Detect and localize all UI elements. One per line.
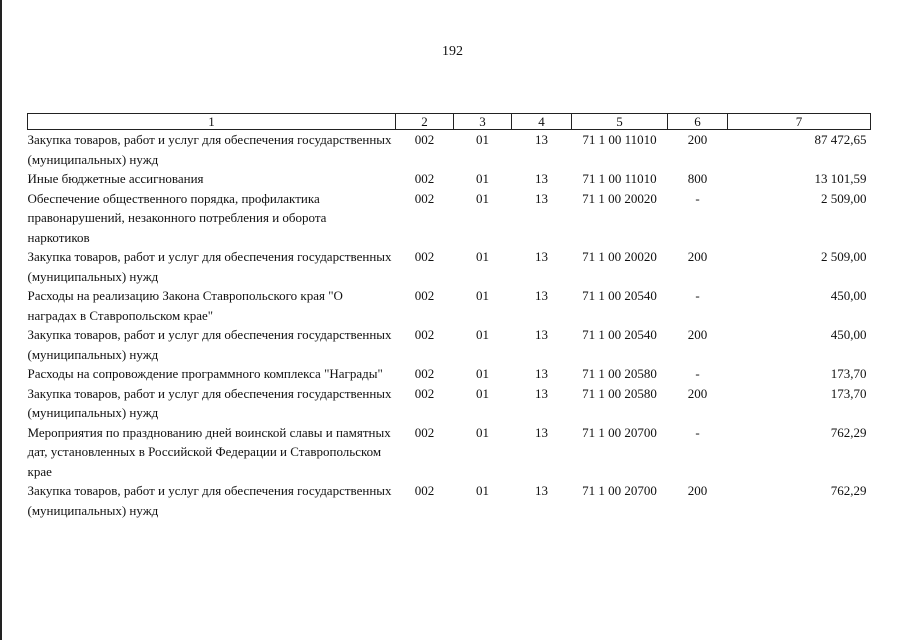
table-row — [28, 169, 871, 189]
table-row — [28, 247, 871, 286]
row-section-code: 01 — [476, 483, 489, 498]
row-target-code: 71 1 00 20020 — [582, 190, 657, 206]
row-subsection-code: 13 — [535, 132, 548, 147]
row-name: Закупка товаров, работ и услуг для обеспечения государственных (муниципальных) нужд — [27, 327, 392, 362]
row-section-code: 01 — [476, 424, 489, 440]
table-header-row — [28, 114, 871, 130]
row-subsection-code: 13 — [535, 366, 548, 381]
row-target-code: 71 1 00 20580 — [582, 366, 657, 381]
row-target-code: 71 1 00 11010 — [582, 171, 657, 186]
row-target-code: 71 1 00 20700 — [582, 424, 657, 440]
header-col-2: 2 — [396, 114, 454, 130]
row-name: Закупка товаров, работ и услуг для обеспечения государственных (муниципальных) нужд — [27, 132, 392, 167]
row-amount: 13 101,59 — [814, 171, 867, 186]
row-subsection-code: 13 — [535, 288, 548, 303]
row-expense-type: - — [695, 190, 700, 206]
table-row — [28, 364, 871, 384]
row-section-code: 01 — [476, 249, 489, 264]
row-section-code: 01 — [476, 190, 489, 206]
row-ministry-code: 002 — [414, 424, 435, 440]
header-col-6: 6 — [668, 114, 728, 130]
row-amount: 762,29 — [830, 424, 867, 440]
row-amount: 2 509,00 — [821, 190, 867, 206]
row-section-code: 01 — [476, 366, 489, 381]
row-amount: 173,70 — [830, 366, 867, 381]
row-ministry-code: 002 — [414, 385, 435, 401]
row-expense-type: 200 — [687, 249, 708, 264]
table-row — [28, 481, 871, 520]
header-col-3: 3 — [454, 114, 512, 130]
row-amount: 762,29 — [830, 483, 867, 498]
row-name: Мероприятия по празднованию дней воинской славы и памятных дат, установленных в Российской Федерации и Ставропольском крае — [27, 424, 391, 479]
table-row — [28, 384, 871, 423]
page-number: 192 — [442, 44, 463, 59]
row-ministry-code: 002 — [414, 249, 435, 264]
row-subsection-code: 13 — [535, 327, 548, 342]
row-expense-type: 200 — [687, 385, 708, 401]
budget-table — [27, 113, 871, 520]
header-col-1: 1 — [28, 114, 396, 130]
row-subsection-code: 13 — [535, 483, 548, 498]
row-ministry-code: 002 — [414, 171, 435, 186]
table-row — [28, 130, 871, 170]
row-section-code: 01 — [476, 171, 489, 186]
row-amount: 450,00 — [830, 288, 867, 303]
row-target-code: 71 1 00 20700 — [582, 483, 657, 498]
row-subsection-code: 13 — [535, 190, 548, 206]
row-target-code: 71 1 00 20540 — [582, 327, 657, 342]
row-ministry-code: 002 — [414, 132, 435, 147]
row-name: Закупка товаров, работ и услуг для обеспечения государственных (муниципальных) нужд — [27, 483, 392, 518]
row-target-code: 71 1 00 20580 — [582, 385, 657, 401]
row-name: Закупка товаров, работ и услуг для обеспечения государственных (муниципальных) нужд — [27, 385, 392, 420]
row-target-code: 71 1 00 11010 — [582, 132, 657, 147]
row-subsection-code: 13 — [535, 424, 548, 440]
row-amount: 87 472,65 — [814, 132, 867, 147]
row-ministry-code: 002 — [414, 190, 435, 206]
row-amount: 173,70 — [830, 385, 867, 401]
row-expense-type: 200 — [687, 483, 708, 498]
row-name: Иные бюджетные ассигнования — [27, 171, 204, 186]
header-col-5: 5 — [572, 114, 668, 130]
row-expense-type: 200 — [687, 132, 708, 147]
page-left-border — [0, 0, 2, 640]
row-ministry-code: 002 — [414, 327, 435, 342]
row-name: Обеспечение общественного порядка, профилактика правонарушений, незаконного потребления и оборота наркотиков — [27, 190, 327, 245]
row-section-code: 01 — [476, 327, 489, 342]
row-target-code: 71 1 00 20540 — [582, 288, 657, 303]
row-expense-type: - — [695, 288, 700, 303]
row-expense-type: 800 — [687, 171, 708, 186]
table-row — [28, 423, 871, 482]
row-subsection-code: 13 — [535, 249, 548, 264]
row-subsection-code: 13 — [535, 171, 548, 186]
row-section-code: 01 — [476, 132, 489, 147]
row-name: Закупка товаров, работ и услуг для обеспечения государственных (муниципальных) нужд — [27, 249, 392, 284]
row-section-code: 01 — [476, 288, 489, 303]
row-ministry-code: 002 — [414, 483, 435, 498]
row-ministry-code: 002 — [414, 366, 435, 381]
row-ministry-code: 002 — [414, 288, 435, 303]
row-amount: 450,00 — [830, 327, 867, 342]
header-col-7: 7 — [728, 114, 871, 130]
row-expense-type: - — [695, 424, 700, 440]
row-name: Расходы на сопровождение программного комплекса "Награды" — [27, 366, 383, 381]
table-row — [28, 189, 871, 248]
row-expense-type: 200 — [687, 327, 708, 342]
row-amount: 2 509,00 — [821, 249, 867, 264]
header-col-4: 4 — [512, 114, 572, 130]
row-subsection-code: 13 — [535, 385, 548, 401]
row-name: Расходы на реализацию Закона Ставропольского края "О наградах в Ставропольском крае" — [27, 288, 343, 323]
table-row — [28, 286, 871, 325]
row-expense-type: - — [695, 366, 700, 381]
table-row — [28, 325, 871, 364]
row-section-code: 01 — [476, 385, 489, 401]
row-target-code: 71 1 00 20020 — [582, 249, 657, 264]
